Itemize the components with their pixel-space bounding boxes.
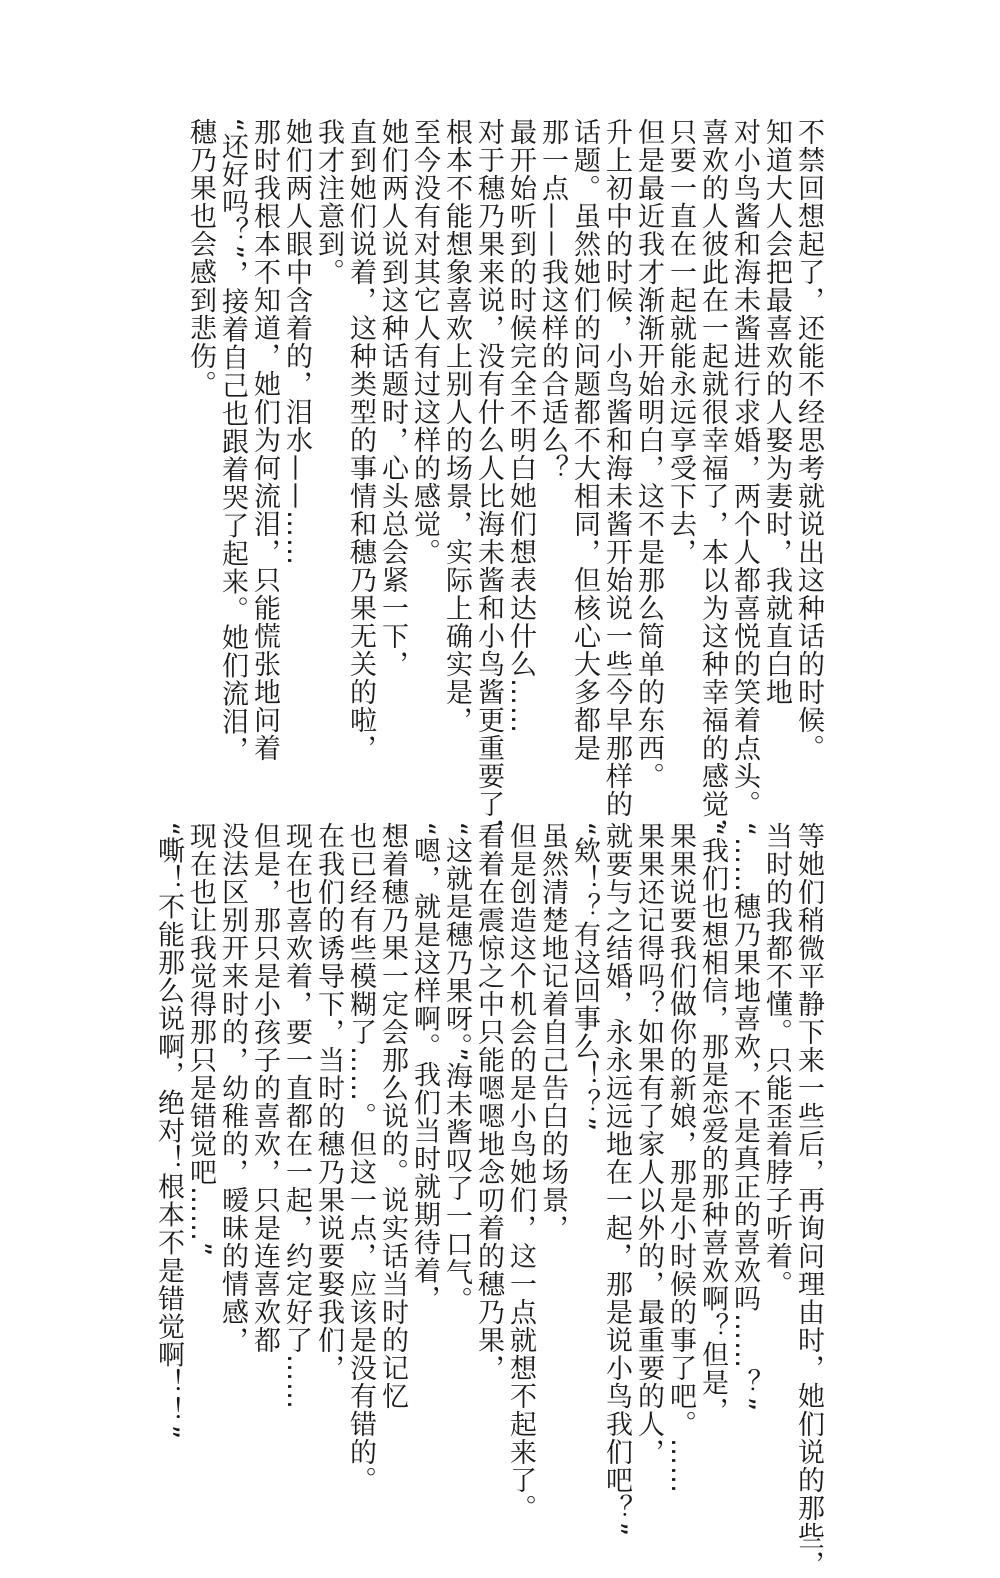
- bottom-passage-column: “嘶！不能那么说啊，绝对！根本不是错觉啊！！”: [153, 822, 184, 1440]
- bottom-passage-column: 想着穗乃果一定会那么说的。说实话当时的记忆: [377, 822, 408, 1410]
- top-passage-column: 她们两人说到这种话题时，心头总会紧一下，: [377, 118, 408, 678]
- top-passage: [184, 118, 824, 846]
- top-passage-column: 至今没有对其它人有过这样的感觉。: [409, 118, 440, 566]
- bottom-passage-column: 现在也让我觉得那只是错觉吧……”: [185, 822, 216, 1257]
- bottom-passage-column: 果果还记得吗？如果有了家人以外的，最重要的人，: [633, 822, 664, 1466]
- bottom-passage-column: “欸！？有这回事么！？”: [569, 822, 600, 1132]
- bottom-passage-column: 果果说要我们做你的新娘，那是小时候的事了吧。……: [665, 822, 696, 1494]
- top-passage-column: 升上初中的时候，小鸟酱和海未酱开始说一些今早那样的: [601, 118, 632, 818]
- bottom-passage-column: 虽然清楚地记着自己告白的场景，: [537, 822, 568, 1242]
- bottom-passage: [152, 822, 824, 1578]
- top-passage-column: 喜欢的人彼此在一起就很幸福了，本以为这种幸福的感觉，: [697, 118, 728, 846]
- top-passage-column: 最开始听到的时候完全不明白她们想表达什么……: [505, 118, 536, 734]
- top-passage-column: 只要一直在一起就能永远享受下去，: [665, 118, 696, 566]
- bottom-passage-column: 就要与之结婚，永永远远地在一起，那是说小鸟我们吧？”: [601, 822, 632, 1537]
- bottom-passage-column: “嗯，就是这样啊。我们当时就期待着，: [409, 822, 440, 1313]
- top-passage-column: 我才注意到。: [313, 118, 344, 286]
- bottom-passage-column: 也已经有些模糊了……。但这一点，应该是没有错的。: [345, 822, 376, 1494]
- bottom-passage-column: “我们也想相信，那是恋爱的那种喜欢啊？但是，: [697, 822, 728, 1425]
- top-passage-column: 那时我根本不知道，她们为何流泪，只能慌张地问着: [249, 118, 280, 762]
- top-passage-column: 对小鸟酱和海未酱进行求婚，两个人都喜悦的笑着点头。: [729, 118, 760, 818]
- top-passage-column: “还好吗？”，接着自己也跟着哭了起来。她们流泪，: [217, 118, 248, 764]
- bottom-passage-column: 但是创造这个机会的是小鸟她们，这一点就想不起来了。: [505, 822, 536, 1522]
- top-passage-column: 但是最近我才渐渐开始明白，这不是那么简单的东西。: [633, 118, 664, 790]
- top-passage-column: 对于穗乃果来说，没有什么人比海未酱和小鸟酱更重要了，: [473, 118, 504, 846]
- bottom-passage-column: 等她们稍微平静下来一些后，再询问理由时，她们说的那些，: [793, 822, 824, 1578]
- bottom-passage-column: “这就是穗乃果呀。”海未酱叹了一口气。: [441, 822, 472, 1315]
- top-passage-column: 那一点——我这样的合适么？: [537, 118, 568, 482]
- bottom-passage-column: 现在也喜欢着，要一直都在一起，约定好了……: [281, 822, 312, 1410]
- bottom-passage-column: 当时的我都不懂。只能歪着脖子听着。: [761, 822, 792, 1298]
- bottom-passage-column: 但是，那只是小孩子的喜欢，只是连喜欢都: [249, 822, 280, 1354]
- bottom-passage-column: 在我们的诱导下，当时的穗乃果说要娶我们，: [313, 822, 344, 1382]
- top-passage-column: 知道大人会把最喜欢的人娶为妻时，我就直白地: [761, 118, 792, 706]
- top-passage-column: 她们两人眼中含着的，泪水——……: [281, 118, 312, 566]
- top-passage-column: 话题。虽然她们的问题都不大相同，但核心大多都是: [569, 118, 600, 762]
- top-passage-column: 直到她们说着，这种类型的事情和穗乃果无关的啦，: [345, 118, 376, 762]
- top-passage-column: 根本不能想象喜欢上别人的场景，实际上确实是，: [441, 118, 472, 734]
- bottom-passage-column: 没法区别开来时的，幼稚的，暧昧的情感，: [217, 822, 248, 1354]
- bottom-passage-column: “……穗乃果地喜欢，不是真正的喜欢吗……？”: [729, 822, 760, 1412]
- top-passage-column: 不禁回想起了，还能不经思考就说出这种话的时候。: [793, 118, 824, 762]
- bottom-passage-column: 看着在震惊之中只能嗯嗯地念叨着的穗乃果，: [473, 822, 504, 1382]
- top-passage-column: 穗乃果也会感到悲伤。: [185, 118, 216, 398]
